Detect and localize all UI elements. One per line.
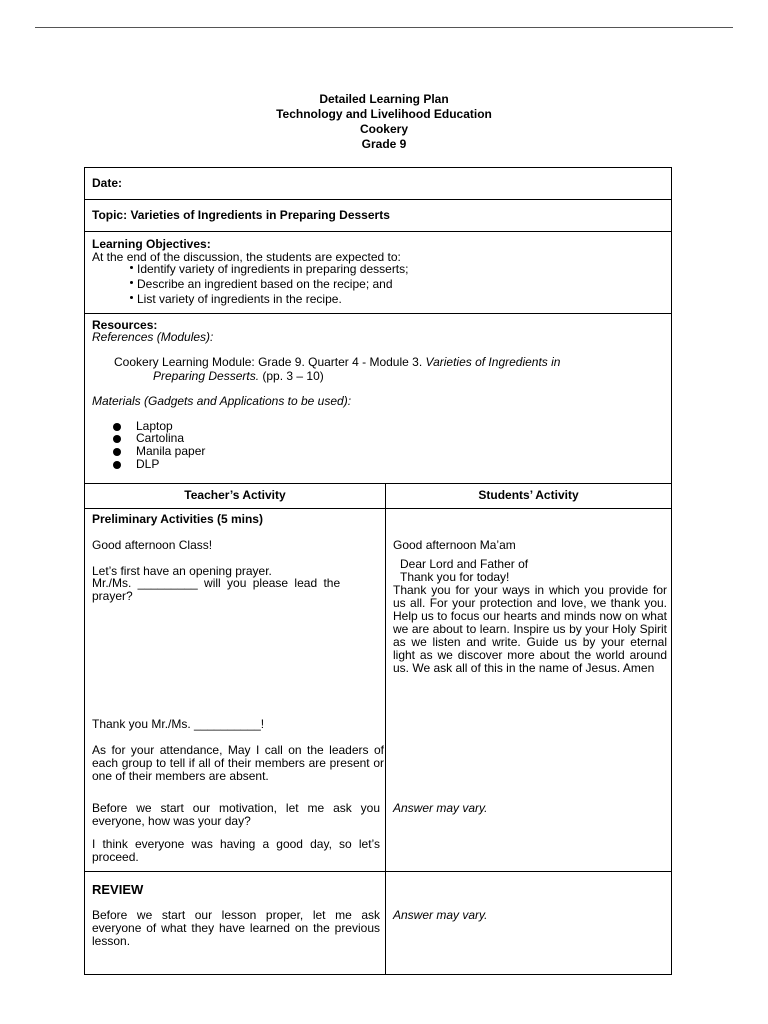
material-item: Laptop	[113, 420, 173, 433]
review-answer: Answer may vary.	[393, 908, 488, 922]
students-greeting: Good afternoon Ma’am	[393, 538, 516, 552]
objective-item: List variety of ingredients in the recipe.	[130, 293, 342, 306]
header-subject: Technology and Livelihood Education	[276, 107, 492, 121]
preliminary-heading: Preliminary Activities (5 mins)	[92, 512, 263, 526]
student-prayer-line: Thank you for today!	[400, 570, 510, 584]
student-answer: Answer may vary.	[393, 801, 488, 815]
objectives-intro: At the end of the discussion, the students are expected to:	[92, 250, 401, 264]
reference-line: Cookery Learning Module: Grade 9. Quarter 4 - Module 3. Varieties of Ingredients in	[114, 355, 561, 369]
reference-line-2: Preparing Desserts. (pp. 3 – 10)	[153, 369, 324, 383]
teacher-column-header: Teacher’s Activity	[184, 488, 286, 502]
review-heading: REVIEW	[92, 882, 144, 897]
objective-item: Identify variety of ingredients in preparing desserts;	[130, 263, 408, 276]
attendance-text: As for your attendance, May I call on the leaders of each group to tell if all of their members are present or one of their members are absent.	[92, 743, 384, 783]
material-item: Cartolina	[113, 432, 184, 445]
bullet-icon	[113, 461, 121, 469]
bullet-icon	[113, 448, 121, 456]
header-title: Detailed Learning Plan	[319, 92, 449, 106]
bullet-icon	[130, 266, 133, 269]
header-course: Cookery	[359, 122, 409, 136]
resources-label: Resources:	[92, 318, 158, 332]
objectives-label: Learning Objectives:	[92, 237, 211, 251]
student-prayer-body: Thank you for your ways in which you provide for us all. For your protection and love, we thank you. Help us to focus our hearts and minds now on what we are about to learn. Inspire us by your Holy Spirit as we listen and write. Guide us by your eternal light as we discover more about the world around us. We ask all of this in the name of Jesus. Amen	[393, 583, 667, 675]
topic: Topic: Varieties of Ingredients in Preparing Desserts	[92, 208, 390, 222]
prayer-line: Mr./Ms. _________ will you please lead the	[92, 576, 341, 590]
bullet-icon	[113, 435, 121, 443]
prayer-line: Let’s first have an opening prayer.	[92, 564, 272, 578]
motivation-text: Before we start our motivation, let me ask you everyone, how was your day?	[92, 801, 380, 828]
materials-label: Materials (Gadgets and Applications to be used):	[92, 394, 352, 408]
objective-item: Describe an ingredient based on the recipe; and	[130, 278, 393, 291]
bullet-icon	[130, 281, 133, 284]
bullet-icon	[130, 296, 133, 299]
document-header	[0, 92, 768, 152]
bullet-icon	[113, 423, 121, 431]
top-rule	[35, 27, 733, 28]
prayer-line: prayer?	[92, 589, 133, 603]
review-question: Before we start our lesson proper, let me ask everyone of what they have learned on the previous lesson.	[92, 908, 380, 948]
students-column-header: Students’ Activity	[478, 488, 579, 502]
student-prayer-line: Dear Lord and Father of	[400, 557, 529, 571]
header-grade: Grade 9	[361, 137, 407, 151]
references-label: References (Modules):	[92, 330, 214, 344]
thank-you-line: Thank you Mr./Ms. __________!	[92, 717, 265, 731]
material-item: Manila paper	[113, 445, 205, 458]
proceed-text: I think everyone was having a good day, so let’s proceed.	[92, 837, 380, 864]
teacher-greeting: Good afternoon Class!	[92, 538, 213, 552]
material-item: DLP	[113, 458, 159, 471]
date-label: Date:	[92, 176, 123, 190]
